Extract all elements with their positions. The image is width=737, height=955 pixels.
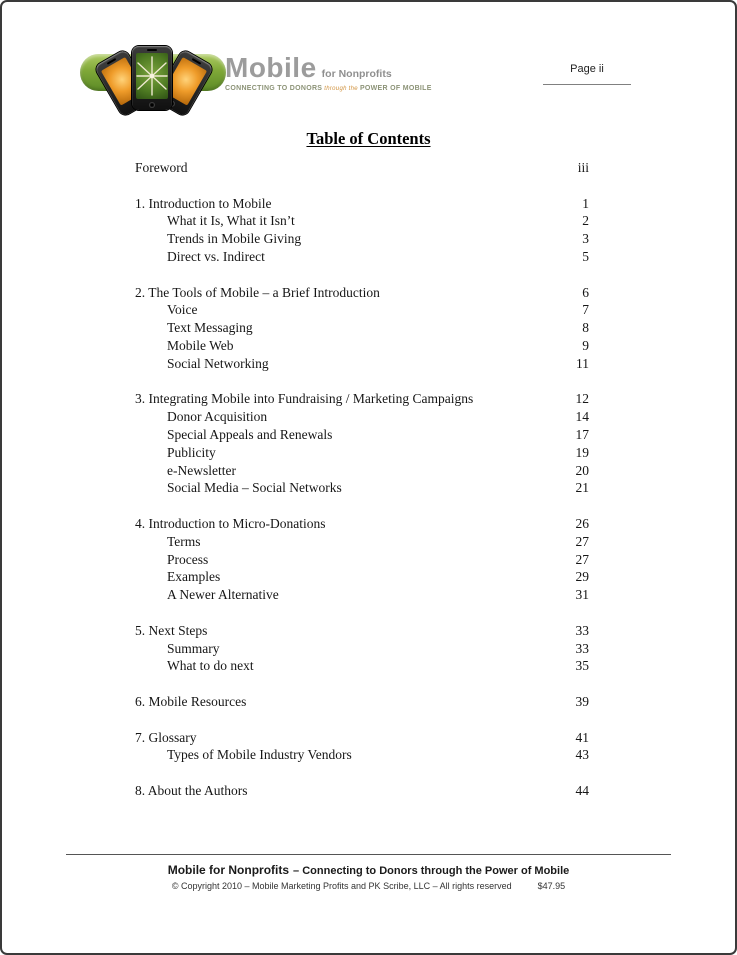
toc-entry-label: Trends in Mobile Giving [167, 231, 302, 247]
toc-row [135, 301, 589, 319]
toc-row [135, 212, 589, 230]
toc-entry-label: A Newer Alternative [167, 587, 279, 603]
toc-row [135, 248, 589, 266]
toc-row [135, 230, 589, 248]
toc-entry-label: 5. Next Steps [135, 622, 208, 638]
toc-row [135, 479, 589, 497]
toc-section [135, 515, 589, 604]
toc-entry-label: Mobile Web [167, 337, 234, 353]
toc-section [135, 390, 589, 497]
page-footer [2, 854, 735, 891]
toc-entry-label: Types of Mobile Industry Vendors [167, 747, 352, 763]
toc-entry-label: Foreword [135, 160, 188, 175]
toc-entry-page-number: 44 [575, 782, 589, 798]
toc-entry-label: Summary [167, 640, 220, 656]
toc-row [135, 782, 589, 800]
toc-section [135, 693, 589, 711]
toc-row [135, 551, 589, 569]
toc-row [135, 462, 589, 480]
toc-row [135, 355, 589, 373]
toc-entry-page-number: 8 [582, 320, 589, 336]
toc-entry-label: 1. Introduction to Mobile [135, 195, 272, 211]
footer-rule [66, 854, 671, 855]
toc-row [135, 622, 589, 640]
toc-entry-label: Social Networking [167, 355, 269, 371]
page-number-label: Page ii [543, 63, 631, 85]
toc-row [135, 284, 589, 302]
logo-brand-suffix: for Nonprofits [321, 68, 392, 80]
toc-entry-label: What to do next [167, 658, 254, 674]
toc-entry-page-number: 7 [582, 302, 589, 318]
toc-section [135, 195, 589, 266]
toc-entry-label: e-Newsletter [167, 462, 236, 478]
toc-entry-page-number: 29 [575, 569, 589, 585]
toc-section [135, 284, 589, 373]
toc-section [135, 159, 589, 177]
logo-tagline [225, 85, 432, 92]
toc-row [135, 390, 589, 408]
toc-entry-page-number: 11 [576, 355, 589, 371]
toc-entry-page-number: 33 [575, 640, 589, 656]
toc-entry-label: 4. Introduction to Micro-Donations [135, 515, 326, 531]
toc-entry-label: Process [167, 551, 209, 567]
toc-entry-label: 7. Glossary [135, 729, 197, 745]
toc-row [135, 195, 589, 213]
toc-entry-label: Donor Acquisition [167, 409, 268, 425]
toc-row [135, 640, 589, 658]
toc-row [135, 444, 589, 462]
phone-icon [132, 46, 172, 110]
toc-section [135, 622, 589, 675]
toc-entry-label: Voice [167, 302, 198, 318]
toc-entry-label: 6. Mobile Resources [135, 693, 247, 709]
toc-entry-page-number: 1 [582, 195, 589, 211]
toc-entry-label: Examples [167, 569, 221, 585]
logo-brand-text: Mobile [225, 52, 317, 83]
toc-entry-page-number: 35 [575, 658, 589, 674]
toc-entry-page-number: 17 [575, 426, 589, 442]
toc-entry-page-number: 43 [575, 747, 589, 763]
footer-title-bold: Mobile for Nonprofits [167, 863, 290, 877]
phone-speaker [147, 49, 157, 51]
toc-entry-label: Publicity [167, 444, 216, 460]
toc-entry-label: Terms [167, 533, 201, 549]
toc-entry-page-number: 5 [582, 248, 589, 264]
toc-entry-page-number: 12 [575, 391, 589, 407]
toc-entry-page-number: 27 [575, 533, 589, 549]
toc-row [135, 408, 589, 426]
toc-row [135, 586, 589, 604]
page-title: Table of Contents [306, 129, 431, 148]
toc-row [135, 159, 589, 177]
header-page-number [543, 63, 631, 85]
toc-entry-page-number: 26 [575, 515, 589, 531]
toc-row [135, 746, 589, 764]
mobile-for-nonprofits-logo [80, 46, 432, 109]
toc-entry-page-number: 27 [575, 551, 589, 567]
toc-entry-label: Special Appeals and Renewals [167, 426, 333, 442]
toc-entry-page-number: 20 [575, 462, 589, 478]
toc-section [135, 729, 589, 765]
toc-row [135, 337, 589, 355]
logo-wordmark [225, 52, 432, 92]
toc-entry-page-number: 31 [575, 587, 589, 603]
toc-entry-page-number: 3 [582, 231, 589, 247]
toc-entry-page-number: 19 [575, 444, 589, 460]
toc-entry-page-number: 2 [582, 213, 589, 229]
toc-row [135, 319, 589, 337]
footer-title-rest: – Connecting to Donors through the Power of Mobile [293, 865, 570, 877]
table-of-contents [135, 159, 589, 800]
toc-row [135, 515, 589, 533]
toc-entry-page-number: iii [577, 160, 589, 175]
toc-entry-label: Text Messaging [167, 320, 253, 336]
toc-entry-label: What it Is, What it Isn’t [167, 213, 295, 229]
toc-entry-page-number: 6 [582, 284, 589, 300]
toc-entry-label: 3. Integrating Mobile into Fundraising / Marketing Campaigns [135, 391, 474, 407]
toc-entry-label: Direct vs. Indirect [167, 248, 265, 264]
toc-entry-page-number: 21 [575, 480, 589, 496]
toc-entry-label: Social Media – Social Networks [167, 480, 342, 496]
starburst-icon [136, 53, 168, 99]
toc-entry-page-number: 33 [575, 622, 589, 638]
logo-tagline-part3: POWER OF MOBILE [359, 85, 432, 92]
toc-row [135, 693, 589, 711]
phone-screen [136, 53, 168, 99]
toc-entry-page-number: 14 [575, 409, 589, 425]
footer-book-title [2, 863, 735, 877]
toc-entry-page-number: 39 [575, 693, 589, 709]
logo-tagline-part2: through the [324, 86, 358, 92]
toc-entry-page-number: 9 [582, 337, 589, 353]
toc-section [135, 782, 589, 800]
toc-entry-page-number: 41 [575, 729, 589, 745]
logo-tagline-part1: CONNECTING TO DONORS [225, 85, 323, 92]
price-text: $47.95 [537, 881, 566, 891]
page-header [2, 2, 735, 112]
toc-row [135, 426, 589, 444]
phone-home-button [149, 102, 155, 108]
copyright-text: © Copyright 2010 – Mobile Marketing Profits and PK Scribe, LLC – All rights reserved [171, 881, 512, 891]
toc-row [135, 568, 589, 586]
toc-row [135, 533, 589, 551]
toc-row [135, 657, 589, 675]
toc-row [135, 729, 589, 747]
toc-entry-label: 8. About the Authors [135, 782, 248, 798]
toc-entry-label: 2. The Tools of Mobile – a Brief Introduction [135, 284, 380, 300]
footer-copyright-line [2, 881, 735, 891]
